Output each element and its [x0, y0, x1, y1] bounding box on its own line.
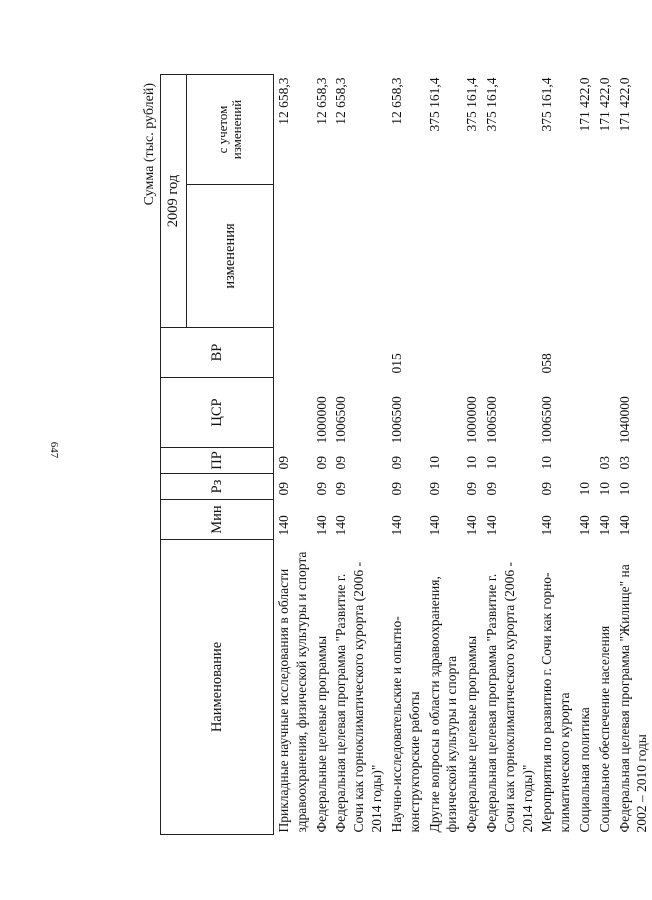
row-vr [312, 328, 332, 378]
row-min: 140 [616, 515, 632, 536]
row-min: 140 [577, 515, 592, 536]
row-vr [482, 328, 537, 378]
row-changes [482, 185, 537, 328]
row-min: 140 [464, 515, 480, 536]
header-name: Наименование [161, 540, 274, 835]
row-vr [575, 328, 595, 378]
header-with-changes: с учетом изменений [187, 74, 274, 184]
row-rz: 09 [333, 482, 349, 496]
row-vr [615, 328, 652, 378]
row-total: 12 658,3 [276, 77, 291, 125]
header-min: Мин [161, 500, 274, 540]
row-changes [462, 185, 482, 328]
row-min: 140 [276, 515, 291, 536]
row-total: 12 658,3 [333, 77, 349, 125]
row-rz: 09 [426, 482, 442, 496]
row-vr [595, 328, 615, 378]
row-rz: 09 [388, 482, 404, 496]
row-total: 375 161,4 [539, 77, 555, 132]
row-csr [425, 378, 463, 448]
row-total: 171 422,0 [616, 77, 632, 132]
row-pr: 09 [313, 456, 329, 470]
units-caption: Сумма (тыс. рублей) [142, 83, 157, 206]
row-changes [537, 185, 575, 328]
table-row [482, 74, 537, 834]
table-row [274, 74, 312, 834]
row-vr: 015 [388, 353, 404, 374]
table-row [312, 74, 332, 834]
row-changes [595, 185, 615, 328]
row-csr [595, 378, 615, 448]
row-vr [425, 328, 463, 378]
row-pr: 03 [616, 456, 632, 470]
row-pr: 10 [426, 456, 442, 470]
table-header [161, 74, 274, 834]
row-rz: 09 [539, 482, 555, 496]
row-csr: 1006500 [483, 396, 499, 444]
row-min: 140 [596, 515, 612, 536]
row-pr: 03 [596, 456, 612, 470]
row-vr [331, 328, 386, 378]
row-min: 140 [333, 515, 349, 536]
row-changes [274, 185, 312, 328]
row-rz: 10 [596, 482, 612, 496]
row-rz: 09 [276, 482, 291, 496]
header-vr: ВР [161, 328, 274, 378]
row-name: Социальная политика [577, 707, 592, 833]
budget-table [160, 74, 652, 835]
row-rz: 10 [616, 482, 632, 496]
table-row [595, 74, 615, 834]
row-name: Федеральная целевая программа "Развитие г. Сочи как горноклиматического курорта (2006 - 2014 годы)" [483, 561, 535, 833]
table-row [387, 74, 425, 834]
row-changes [331, 185, 386, 328]
row-total: 12 658,3 [313, 77, 329, 125]
row-name: Федеральные целевые программы [313, 635, 329, 833]
row-name: Федеральная целевая программа "Жилище" на 2002 – 2010 годы [616, 564, 650, 833]
row-name: Прикладные научные исследования в области здравоохранения, физической культуры и спорта [276, 551, 309, 833]
row-pr: 09 [333, 456, 349, 470]
row-vr: 058 [539, 353, 555, 374]
row-name: Другие вопросы в области здравоохранения, физической культуры и спорта [426, 576, 460, 833]
table-row [462, 74, 482, 834]
row-total: 12 658,3 [388, 77, 404, 125]
row-csr: 1000000 [464, 396, 480, 444]
row-rz: 09 [313, 482, 329, 496]
row-rz: 09 [483, 482, 499, 496]
header-csr: ЦСР [161, 378, 274, 448]
row-changes [615, 185, 652, 328]
row-total: 375 161,4 [426, 77, 442, 132]
row-total: 171 422,0 [596, 77, 612, 132]
row-vr [274, 328, 312, 378]
row-total: 375 161,4 [464, 77, 480, 132]
row-pr: 09 [388, 456, 404, 470]
rotated-page [142, 75, 650, 835]
row-name: Научно-исследовательские и опытно-конструкторские работы [388, 616, 422, 833]
table-row [331, 74, 386, 834]
row-vr [462, 328, 482, 378]
row-min: 140 [313, 515, 329, 536]
row-name: Мероприятия по развитию г. Сочи как горно-климатического курорта [539, 572, 573, 833]
row-pr [575, 448, 595, 474]
row-csr: 1040000 [616, 396, 632, 444]
row-csr: 1000000 [313, 396, 329, 444]
table-body [274, 74, 652, 834]
row-pr: 10 [539, 456, 555, 470]
row-min: 140 [388, 515, 404, 536]
row-total: 375 161,4 [483, 77, 499, 132]
header-rz: Рз [161, 474, 274, 500]
row-changes [425, 185, 463, 328]
row-min: 140 [426, 515, 442, 536]
row-pr: 09 [276, 456, 291, 470]
row-rz: 09 [464, 482, 480, 496]
row-csr: 1006500 [333, 396, 349, 444]
row-csr: 1006500 [388, 396, 404, 444]
row-min: 140 [483, 515, 499, 536]
page-number: 647 [48, 441, 60, 459]
row-pr: 10 [464, 456, 480, 470]
table-row [425, 74, 463, 834]
table-row [537, 74, 575, 834]
row-changes [575, 185, 595, 328]
table-row [615, 74, 652, 834]
row-name: Федеральная целевая программа "Развитие г. Сочи как горноклиматического курорта (2006 - 2014 годы)" [333, 561, 385, 833]
row-name: Федеральные целевые программы [464, 635, 480, 833]
row-changes [387, 185, 425, 328]
row-csr [274, 378, 312, 448]
table-row [575, 74, 595, 834]
row-changes [312, 185, 332, 328]
row-total: 171 422,0 [577, 77, 592, 132]
row-pr: 10 [483, 456, 499, 470]
row-rz: 10 [577, 482, 592, 496]
row-csr [575, 378, 595, 448]
header-pr: ПР [161, 448, 274, 474]
row-name: Социальное обеспечение населения [596, 625, 612, 833]
row-min: 140 [539, 515, 555, 536]
header-year: 2009 год [161, 74, 187, 327]
header-changes: изменения [187, 185, 274, 328]
row-csr: 1006500 [539, 396, 555, 444]
